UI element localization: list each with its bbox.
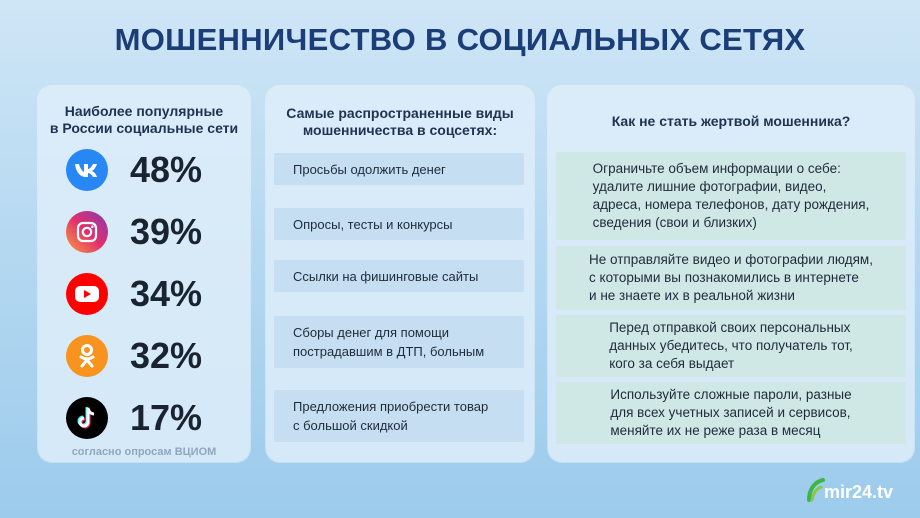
network-row-tiktok	[66, 395, 246, 441]
mir24-logo-icon	[806, 478, 826, 502]
youtube-percent: 34%	[130, 273, 203, 314]
tip-item: Ограничьте объем информации о себе: удалите лишние фотографии, видео, адреса, номера телефонов, дату рождения, сведения (свои и близких)	[556, 152, 906, 240]
tip-item: Не отправляйте видео и фотографии людям, с которыми вы познакомились в интернете и не знаете их в реальной жизни	[556, 246, 906, 310]
instagram-percent: 39%	[130, 211, 203, 252]
fraud-item: Просьбы одолжить денег	[274, 153, 524, 185]
odnoklassniki-percent: 32%	[130, 335, 203, 376]
networks-heading-line2: в России социальные сети	[49, 120, 239, 136]
network-row-vk	[66, 147, 246, 193]
networks-heading	[38, 103, 250, 137]
logo-text: mir24.tv	[824, 482, 894, 502]
instagram-icon	[66, 211, 108, 253]
network-row-instagram	[66, 209, 246, 255]
fraud-item: Предложения приобрести товар с большой скидкой	[274, 390, 524, 442]
fraud-types-panel	[266, 86, 534, 462]
fraud-heading-line2: мошенничества в соцсетях:	[302, 122, 498, 138]
mir24-logo	[806, 478, 906, 504]
page-title: МОШЕННИЧЕСТВО В СОЦИАЛЬНЫХ СЕТЯХ	[114, 22, 806, 57]
tiktok-percent: 17%	[130, 397, 203, 438]
network-row-odnoklassniki	[66, 333, 246, 379]
tips-heading: Как не стать жертвой мошенника?	[611, 113, 851, 129]
tip-item: Перед отправкой своих персональных данных убедитесь, что получатель тот, кого за себя выдает	[556, 315, 906, 377]
vk-percent: 48%	[130, 149, 203, 190]
vk-icon	[66, 149, 108, 191]
fraud-heading-line1: Самые распространенные виды	[286, 105, 514, 121]
fraud-item: Опросы, тесты и конкурсы	[274, 208, 524, 240]
source-note: согласно опросам ВЦИОМ	[71, 446, 217, 458]
fraud-item: Сборы денег для помощи пострадавшим в ДТП, больным	[274, 316, 524, 368]
tiktok-icon	[66, 397, 108, 439]
social-networks-panel	[38, 86, 250, 462]
fraud-heading	[266, 105, 534, 139]
safety-tips-panel	[548, 86, 914, 462]
odnoklassniki-icon	[66, 335, 108, 377]
fraud-item: Ссылки на фишинговые сайты	[274, 260, 524, 292]
youtube-icon	[66, 273, 108, 315]
tip-item: Используйте сложные пароли, разные для всех учетных записей и сервисов, меняйте их не реже раза в месяц	[556, 382, 906, 444]
networks-heading-line1: Наиболее популярные	[64, 103, 224, 119]
network-row-youtube	[66, 271, 246, 317]
